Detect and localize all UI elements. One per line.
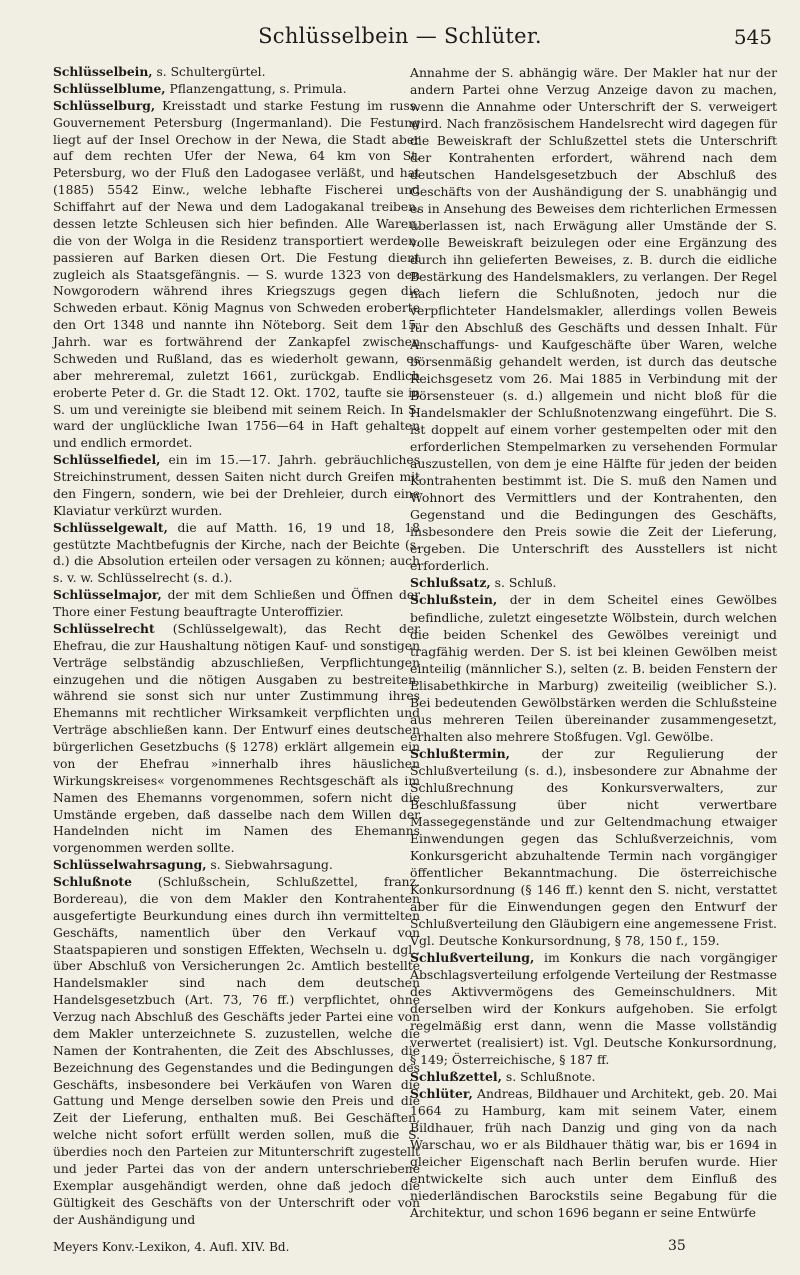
dictionary-entry xyxy=(410,574,777,591)
entry-headword: Schlüsselgewalt, xyxy=(53,519,168,535)
entry-text: s. Schluß. xyxy=(490,575,557,591)
entry-text: Annahme der S. abhängig wäre. Der Makler hat nur der andern Partei ohne Verzug Anzeige davon zu machen, wenn die Annahme oder Unterschrift der S. verweigert wird. Nach französischem Handelsrecht wird dagegen für die Beweiskraft der Schlußzettel stets die Unterschrift der Kontrahenten erfordert, während nach dem deutschen Handelsgesetzbuch der Abschluß des Geschäfts von der Aushändigung der S. unabhängig und es in Ansehung des Beweises dem richterlichen Ermessen überlassen ist, nach Erwägung aller Umstände der S. volle Beweiskraft beizulegen oder eine Ergänzung des durch ihn gelieferten Beweises, z. B. durch die eidliche Bestärkung des Handelsmaklers, zu verlangen. Der Regel nach liefern die Schlußnoten, jedoch nur die verpflichteter Handelsmakler, allerdings vollen Beweis für den Abschluß des Geschäfts und dessen Inhalt. Für Anschaffungs- und Kaufgeschäfte über Waren, welche börsenmäßig gehandelt werden, ist durch das deutsche Reichsgesetz vom 26. Mai 1885 in Verbindung mit der Börsensteuer (s. d.) allgemein und nicht bloß für die Handelsmakler der Schlußnotenzwang eingeführt. Die S. ist doppelt auf einem vorher gestempelten oder mit den erforderlichen Stempelmarken zu versehenden Formular auszustellen, von dem je eine Hälfte für jeden der beiden Kontrahenten bestimmt ist. Die S. muß den Namen und Wohnort des Vermittlers und der Kontrahenten, den Gegenstand und die Bedingungen des Geschäfts, insbesondere den Preis sowie die Zeit der Lieferung, ergeben. Die Unterschrift des Ausstellers ist nicht erforderlich. xyxy=(410,65,777,574)
dictionary-entry xyxy=(53,452,420,520)
entry-headword: Schlüsselbein, xyxy=(53,64,153,79)
entry-text: (Schlüsselgewalt), das Recht der Ehefrau, die zur Haushaltung nötigen Kauf- und sonstigen Verträge selbständig abzuschließen, Verpflichtungen einzugehen und die nötigen Ausgaben zu bestreiten, während sie sonst sich nur unter Zustimmung ihres Ehemanns mit rechtlicher Wirksamkeit verpflichten und Verträge abschließen kann. Der Entwurf eines deutschen bürgerlichen Gesetzbuchs (§ 1278) erklärt allgemein ein von der Ehefrau »innerhalb ihres häuslichen Wirkungskreises« vorgenommenes Rechtsgeschäft als im Namen des Ehemanns vorgenommen, sofern nicht die Umstände ergeben, daß dasselbe nach dem Willen der Handelnden nicht im Namen des Ehemanns vorgenommen werden sollte. xyxy=(53,621,420,856)
footer xyxy=(53,1240,773,1260)
dictionary-entry xyxy=(53,587,420,621)
entry-headword: Schlüsselblume, xyxy=(53,80,166,96)
dictionary-entry xyxy=(53,520,420,588)
entry-headword: Schlußzettel, xyxy=(410,1068,502,1084)
entry-headword: Schlüsselmajor, xyxy=(53,587,162,603)
sheet-signature: 35 xyxy=(668,1238,686,1254)
entry-text: Kreisstadt und starke Festung im russ. Gouvernement Petersburg (Ingermanland). Die Festung liegt auf der Insel Orechow in der Newa, die Stadt aber auf dem rechten Ufer der Newa, 64 km von St. Petersburg, wo der Fluß den Ladogasee verläßt, und hat (1885) 5542 Einw., welche lebhafte Fischerei und Schiffahrt auf der Newa und dem Ladogakanal treiben, dessen letzte Schleusen sich hier befinden. Alle Waren, die von der Wolga in die Residenz transportiert werden, passieren auf Barken diesen Ort. Die Festung dient zugleich als Staatsgefängnis. — S. wurde 1323 von den Nowgorodern während ihres Kriegszugs gegen die Schweden erbaut. König Magnus von Schweden eroberte den Ort 1348 und nannte ihn Nöteborg. Seit dem 15. Jahrh. war es fortwährend der Zankapfel zwischen Schweden und Rußland, das es wiederholt gewann, es aber mehreremal, zuletzt 1661, zurückgab. Endlich eroberte Peter d. Gr. die Stadt 12. Okt. 1702, taufte sie in S. um und vereinigte sie bleibend mit seinem Reich. In S. ward der unglückliche Iwan 1756—64 in Haft gehalten und endlich ermordet. xyxy=(53,98,420,451)
entry-text: im Konkurs die nach vorgängiger Abschlagsverteilung erfolgende Verteilung der Restmasse des Aktivvermögens des Gemeinschuldners. Mit derselben wird der Konkurs aufgehoben. Sie erfolgt regelmäßig erst dann, wenn die Masse vollständig verwertet (realisiert) ist. Vgl. Deutsche Konkursordnung, § 149; Österreichische, § 187 ff. xyxy=(410,949,777,1067)
entry-headword: Schlußnote xyxy=(53,874,132,889)
entry-text: (Schlußschein, Schlußzettel, franz. Bordereau), die von dem Makler den Kontrahenten ausgefertigte Beurkundung eines durch ihn vermittelten Geschäfts, namentlich über den Verkauf von Staatspapieren und sonstigen Effekten, Wechseln u. dgl., über Abschluß von Versicherungen 2c. Amtlich bestellte Handelsmakler sind nach dem deutschen Handelsgesetzbuch (Art. 73, 76 ff.) verpflichtet, ohne Verzug nach Abschluß des Geschäfts jeder Partei eine von dem Makler unterzeichnete S. zuzustellen, welche die Namen der Kontrahenten, die Zeit des Abschlusses, die Bezeichnung des Gegenstandes und die Bedingungen des Geschäfts, insbesondere bei Verkäufen von Waren die Gattung und Menge derselben sowie den Preis und die Zeit der Lieferung, enthalten muß. Bei Geschäften, welche nicht sofort erfüllt werden sollen, muß die S. überdies noch den Parteien zur Mitunterschrift zugestellt und jeder Partei das von der andern unterschriebene Exemplar ausgehändigt werden, ohne daß jedoch die Gültigkeit des Geschäfts von der Unterschrift oder von der Aushändigung und xyxy=(53,875,420,1227)
dictionary-entry xyxy=(410,64,777,574)
dictionary-entry xyxy=(410,949,777,1068)
page-number: 545 xyxy=(733,25,772,49)
entry-text: s. Schultergürtel. xyxy=(152,65,266,79)
entry-text: s. Siebwahrsagung. xyxy=(206,858,333,873)
entry-headword: Schlußstein, xyxy=(410,592,498,608)
entry-headword: Schlußtermin, xyxy=(410,745,510,761)
entry-text: der in dem Scheitel eines Gewölbes befindliche, zuletzt eingesetzte Wölbstein, durch welchen die beiden Schenkel des Gewölbes vereinigt und tragfähig werden. Der S. ist bei kleinen Gewölben meist einteilig (männlicher S.), selten (z. B. beiden Fenstern der Elisabethkirche in Marburg) zweiteilig (weiblicher S.). Bei bedeutenden Gewölbstärken werden die Schlußsteine aus mehreren Teilen übereinander zusammengesetzt, erhalten also mehrere Stoßfugen. Vgl. Gewölbe. xyxy=(410,592,777,744)
dictionary-entry xyxy=(53,857,420,874)
page-title: Schlüsselbein — Schlüter. xyxy=(258,24,542,48)
entry-headword: Schlüsselfiedel, xyxy=(53,452,161,468)
entry-headword: Schlußsatz, xyxy=(410,575,491,591)
dictionary-entry xyxy=(53,98,420,452)
entry-text: Andreas, Bildhauer und Architekt, geb. 20. Mai 1664 zu Hamburg, kam mit seinem Vater, einem Bildhauer, früh nach Danzig und ging von da nach Warschau, wo er als Bildhauer thätig war, bis er 1694 in gleicher Eigenschaft nach Berlin berufen wurde. Hier entwickelte sich auch unter dem Einfluß des niederländischen Barockstils seine Begabung für die Architektur, und schon 1696 begann er seine Entwürfe xyxy=(410,1085,777,1221)
running-head xyxy=(0,24,800,54)
dictionary-entry xyxy=(410,745,777,949)
entry-headword: Schlüsselrecht xyxy=(53,620,155,636)
right-column xyxy=(410,64,777,1221)
entry-text: ein im 15.—17. Jahrh. gebräuchliches Streichinstrument, dessen Saiten nicht durch Greifen mit den Fingern, sondern, wie bei der Drehleier, durch eine Klaviatur verkürzt wurden. xyxy=(53,453,420,518)
dictionary-entry xyxy=(410,591,777,744)
dictionary-entry xyxy=(53,874,420,1228)
entry-text: s. Schlußnote. xyxy=(501,1068,596,1084)
entry-text: die auf Matth. 16, 19 und 18, 18 gestützte Machtbefugnis der Kirche, nach der Beichte (s. d.) die Absolution erteilen oder versagen zu können; auch s. v. w. Schlüsselrecht (s. d.). xyxy=(53,520,420,586)
entry-headword: Schlüsselwahrsagung, xyxy=(53,857,207,873)
entry-text: der mit dem Schließen und Öffnen der Thore einer Festung beauftragte Unteroffizier. xyxy=(53,588,420,619)
dictionary-entry xyxy=(53,621,420,857)
dictionary-entry xyxy=(410,1068,777,1085)
left-column xyxy=(53,64,420,1228)
imprint-line: Meyers Konv.-Lexikon, 4. Aufl. XIV. Bd. xyxy=(53,1240,290,1254)
entry-headword: Schlüter, xyxy=(410,1085,473,1101)
entry-headword: Schlußverteilung, xyxy=(410,949,535,965)
dictionary-entry xyxy=(53,64,420,81)
entry-text: der zur Regulierung der Schlußverteilung (s. d.), insbesondere zur Abnahme der Schlußrechnung des Konkursverwalters, zur Beschlußfassung über nicht verwertbare Massegegenstände und zur Geltendmachung etwaiger Einwendungen gegen das Schlußverzeichnis, vom Konkursgericht abzuhaltende Termin nach vorgängiger öffentlicher Bekanntmachung. Die österreichische Konkursordnung (§ 146 ff.) kennt den S. nicht, verstattet aber für die Einwendungen gegen den Entwurf der Schlußverteilung den Gläubigern eine angemessene Frist. Vgl. Deutsche Konkursordnung, § 78, 150 f., 159. xyxy=(410,745,777,948)
dictionary-entry xyxy=(53,81,420,98)
entry-text: Pflanzengattung, s. Primula. xyxy=(165,81,347,96)
entry-headword: Schlüsselburg, xyxy=(53,97,156,113)
dictionary-entry xyxy=(410,1085,777,1221)
